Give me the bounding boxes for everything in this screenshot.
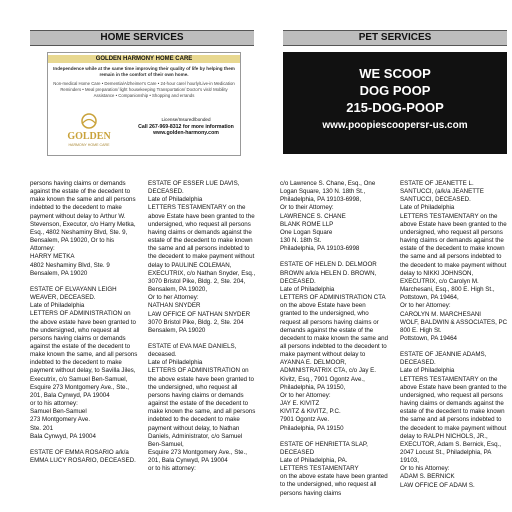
golden-ad-services: Non-medical Home Care • Dementia/Alzheimer's Care • 24-hour care/ hourly/Live-in Medication Reminders • Meal preparation/ light housekeeping Transportation/ Doctor's visit/ Mobility Assistance • Companionship • Shopping and errands: [53, 81, 235, 98]
dog-poop-ad[interactable]: [283, 52, 507, 154]
license-text: License/Insured/bonded: [161, 117, 211, 122]
website-link[interactable]: www.golden-harmony.com: [153, 130, 219, 136]
phone-line: Call 267-969-8312 for more information: [138, 123, 234, 130]
golden-harmony-ad[interactable]: [47, 52, 241, 156]
notice-text: ESTATE OF HELEN D. DELMOOR BROWN a/k/a HELEN D. BROWN, DECEASED. Late of Philadelphia LETTERS OF ADMINISTRATION CTA on the above Estate have been granted to the undersigned, who request all persons having claims or demands against the estate of the decedent to make known the same and all persons indebted to the decedent to make payment without delay to AYANNA E. DELMOOR, ADMINISTRATRIX CTA, c/o Jay E. Kivitz, Esq., 7901 Ogontz Ave., Philadelphia, PA 19150, Or to her Attorney: JAY E. KIVITZ KIVITZ & KIVITZ, P.C. 7901 Ogontz Ave. Philadelphia, PA 19150: [280, 261, 389, 432]
notice-column-1: [30, 180, 138, 465]
notice-column-3: [280, 180, 388, 498]
notice-text: persons having claims or demands against the estate of the decedent to make known the same and all persons indebted to the decedent to make payment without delay to Arthur W. Stevenson, Executor, c/o Harry Metka, Esq., 4802 Neshaminy Blvd, Ste. 9, Bensalem, PA 19020, Or to his Attorney: HARRY METKA 4802 Neshaminy Blvd, Ste. 9 Bensalem, PA 19020: [30, 180, 136, 277]
golden-ad-title: GOLDEN HARMONY HOME CARE: [48, 55, 240, 63]
golden-ad-subtitle: Independence while at the same time improving their quality of life by helping them remain in the comfort of their own home.: [53, 66, 235, 77]
notice-text: ESTATE OF JEANETTE L. SANTUCCI, (a/k/a JEANETTE SANTUCCI, DECEASED. Late of Philadelphia LETTERS TESTAMENTARY on the above Estate have been granted to the undersigned, who request all persons having claims or demands against the estate of the decedent to make known the same and all persons indebted to the decedent to make payment without delay to NIKKI JOHNSON, EXECUTRIX, c/o Carolyn M. Marchesani, Esq., 800 E. High St., Pottstown, PA 19464, Or to her Attorney: CAROLYN M. MARCHESANI WOLF, BALDWIN & ASSOCIATES, PC 800 E. High St. Pottstown, PA 19464: [400, 180, 508, 342]
home-services-header: HOME SERVICES: [30, 30, 254, 46]
poop-ad-line1: WE SCOOP: [359, 66, 431, 81]
notice-text: ESTATE OF ELVAYANN LEIGH WEAVER, DECEASED. Late of Philadelphia LETTERS OF ADMINISTRATION on the above estate have been granted to the undersigned, who request all persons having claims or demands against the estate of the decedent to make known the same, and all persons indebted to the decedent to make payment without delay, to Savilla Jiles, Executrix, c/o Samuel Ben-Samuel, Esquire 273 Montgomery Ave., Ste., 201, Bala Cynwyd, PA 19004 or to his attorney: Samuel Ben-Samuel 273 Montgomery Ave. Ste. 201 Bala Cynwyd, PA 19004: [30, 285, 138, 440]
golden-harmony-logo-icon: [54, 111, 124, 151]
logo-text: GOLDEN: [67, 131, 111, 142]
poop-ad-phone: 215-DOG-POOP: [346, 100, 444, 115]
notice-text: c/o Lawrence S. Chane, Esq., One Logan Square, 130 N. 18th St., Philadelphia, PA 19103-6998, Or to their Attorney: LAWRENCE S. CHANE BLANK ROME LLP One Logan Square 130 N. 18th St. Philadelphia, PA 19103-6998: [280, 180, 376, 253]
notice-column-2: [148, 180, 256, 473]
pet-services-header: PET SERVICES: [283, 30, 507, 46]
notice-text: ESTATE OF HENRIETTA SLAP, DECEASED Late of Philadelphia, PA. LETTERS TESTAMENTARY on the above estate have been granted to the undersigned, who request all persons having claims: [280, 440, 388, 497]
notice-text: ESTATE OF EMMA ROSARIO a/k/a EMMA LUCY ROSARIO, DECEASED.: [30, 448, 136, 464]
ads-banner: [0, 0, 512, 160]
poop-ad-line2: DOG POOP: [359, 83, 431, 98]
notice-text: ESTATE OF JEANNIE ADAMS, DECEASED. Late of Philadelphia LETTERS TESTAMENTARY on the above Estate have been granted to the undersigned, who request all persons having claims or demands against the estate of the decedent to make known the same and all persons indebted to the decedent to make payment without delay to RALPH NICHOLS, JR., EXECUTOR, Adam S. Bernick, Esq., 2047 Locust St., Philadelphia, PA 19103, Or to his Attorney: ADAM S. BERNICK LAW OFFICE OF ADAM S.: [400, 351, 507, 489]
logo-subtext: HARMONY HOME CARE: [68, 143, 110, 147]
notice-text: ESTATE of EVA MAE DANIELS, deceased. Late of Philadelphia LETTERS OF ADMINISTRATION on the above estate have been granted to the undersigned, who request all persons having claims or demands against the estate of the decedent to make known the same, and all persons indebted to the decedent to make payment without delay, to Nathan Daniels, Administrator, c/o Samuel Ben-Samuel, Esquire 273 Montgomery Ave., Ste., 201, Bala Cynwyd, PA 19004 or to his attorney:: [148, 342, 256, 473]
notice-text: ESTATE OF ESSER LUE DAVIS, DECEASED. Late of Philadelphia LETTERS TESTAMENTARY on the above Estate have been granted to the undersigned, who request all persons having claims or demands against the estate of the decedent to make known the same and all persons indebted to the decedent to make payment without delay to PAULINE COLEMAN, EXECUTRIX, c/o Nathan Snyder, Esq., 3070 Bristol Pike, Bldg. 2, Ste. 204, Bensalem, PA 19020, Or to her Attorney: NATHAN SNYDER LAW OFFICE OF NATHAN SNYDER 3070 Bristol Pike, Bldg. 2, Ste. 204 Bensalem, PA 19020: [148, 180, 256, 334]
golden-ad-contact: [134, 117, 238, 137]
poop-ad-website[interactable]: www.poopiescoopersr-us.com: [322, 120, 468, 131]
notice-column-4: [400, 180, 508, 490]
